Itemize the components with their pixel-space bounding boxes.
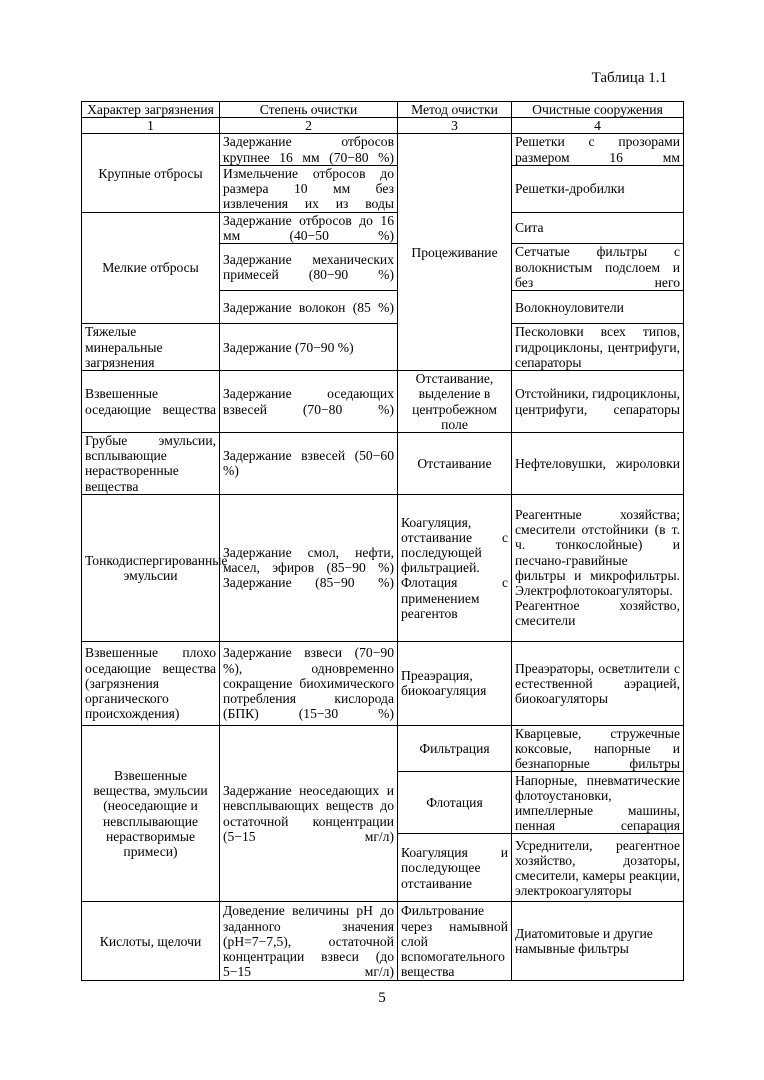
degree-cell: Задержание взвеси (70−90 %), одновременно сокращение биохимического потребления кислорода (БПК) (15−30 %) xyxy=(220,641,398,725)
degree-cell xyxy=(220,494,398,641)
pollution-cell: Тяжелые минеральные загрязнения xyxy=(82,324,220,371)
facility-text-c: Реагентное хозяйство, смесители xyxy=(515,598,680,629)
col-number-3: 3 xyxy=(398,118,512,134)
header-pollution-type: Характер загрязнения xyxy=(82,102,220,118)
header-treatment-degree: Степень очистки xyxy=(220,102,398,118)
degree-cell: Задержание волокон (85 %) xyxy=(220,291,398,324)
page-number: 5 xyxy=(378,990,386,1006)
facility-text-a: Реагентные хозяйства; смесители отстойники (в т. ч. тонкослойные) и песчано-гравийные фильтры и микрофильтры. xyxy=(515,507,680,583)
facility-cell: Преаэраторы, осветлители с естественной аэрацией, биокоагуляторы xyxy=(512,641,684,725)
degree-text-a: Задержание смол, нефти, масел, эфиров (85−90 %) xyxy=(223,545,394,576)
degree-cell: Доведение величины pH до заданного значения (pH=7−7,5), остаточной концентрации взвеси (до 5−15 мг/л) xyxy=(220,902,398,981)
wastewater-treatment-table xyxy=(81,101,684,981)
facility-cell: Решетки с прозорами размером 16 мм xyxy=(512,134,684,165)
table-row xyxy=(82,641,684,725)
table-row xyxy=(82,324,684,371)
method-cell: Фильтрование через намывной слой вспомогательного вещества xyxy=(398,902,512,981)
facility-cell: Сетчатые фильтры с волокнистым подслоем и без него xyxy=(512,244,684,291)
degree-cell: Задержание (70−90 %) xyxy=(220,324,398,371)
facility-text-b: Электрофлотокоагуляторы. xyxy=(515,583,673,599)
header-row xyxy=(82,102,684,118)
method-cell: Флотация xyxy=(398,772,512,834)
facility-cell: Решетки-дробилки xyxy=(512,165,684,212)
pollution-cell: Грубые эмульсии, всплывающие нерастворенные вещества xyxy=(82,433,220,495)
method-text-a: Коагуляция, отстаивание с последующей фильтрацией. xyxy=(401,514,508,576)
degree-cell: Измельчение отбросов до размера 10 мм без извлечения их из воды xyxy=(220,165,398,212)
pollution-cell: Тонкодиспергированные эмульсии xyxy=(82,494,220,641)
facility-cell: Диатомитовые и другие намывные фильтры xyxy=(512,902,684,981)
header-treatment-method: Метод очистки xyxy=(398,102,512,118)
pollution-cell: Взвешенные вещества, эмульсии (неоседающие и невсплывающие нерастворимые примеси) xyxy=(82,725,220,902)
method-cell: Коагуляция и последующее отстаивание xyxy=(398,834,512,902)
method-cell xyxy=(398,494,512,641)
table-caption: Таблица 1.1 xyxy=(591,70,667,86)
facility-cell: Сита xyxy=(512,212,684,243)
table-row xyxy=(82,134,684,165)
table-row xyxy=(82,433,684,495)
column-number-row xyxy=(82,118,684,134)
header-treatment-facilities: Очистные сооружения xyxy=(512,102,684,118)
degree-cell: Задержание отбросов до 16 мм (40−50 %) xyxy=(220,212,398,243)
facility-cell xyxy=(512,494,684,641)
col-number-2: 2 xyxy=(220,118,398,134)
pollution-cell: Взвешенные плохо оседающие вещества (загрязнения органического происхождения) xyxy=(82,641,220,725)
facility-cell: Напорные, пневматические флотоустановки, импеллерные машины, пенная сепарация xyxy=(512,772,684,834)
pollution-cell: Кислоты, щелочи xyxy=(82,902,220,981)
col-number-4: 4 xyxy=(512,118,684,134)
facility-cell: Песколовки всех типов, гидроциклоны, центрифуги, сепараторы xyxy=(512,324,684,371)
pollution-cell: Крупные отбросы xyxy=(82,134,220,212)
table-row xyxy=(82,371,684,433)
table-row xyxy=(82,212,684,243)
facility-cell: Волокноуловители xyxy=(512,291,684,324)
facility-cell: Отстойники, гидроциклоны, центрифуги, сепараторы xyxy=(512,371,684,433)
pollution-cell: Мелкие отбросы xyxy=(82,212,220,323)
degree-cell: Задержание неоседающих и невсплывающих веществ до остаточной концентрации (5−15 мг/л) xyxy=(220,725,398,902)
method-cell-straining: Процеживание xyxy=(398,134,512,371)
degree-cell: Задержание механических примесей (80−90 %) xyxy=(220,244,398,291)
facility-cell: Кварцевые, стружечные коксовые, напорные и безнапорные фильтры xyxy=(512,725,684,772)
degree-cell: Задержание взвесей (50−60 %) xyxy=(220,433,398,495)
method-text-b: Флотация с применением реагентов xyxy=(401,575,508,621)
table-row xyxy=(82,494,684,641)
table-row xyxy=(82,725,684,772)
method-cell: Фильтрация xyxy=(398,725,512,772)
degree-cell: Задержание оседающих взвесей (70−80 %) xyxy=(220,371,398,433)
table-row xyxy=(82,902,684,981)
degree-cell: Задержание отбросов крупнее 16 мм (70−80 %) xyxy=(220,134,398,165)
facility-cell: Усреднители, реагентное хозяйство, дозаторы, смесители, камеры реакции, электрокоагуляторы xyxy=(512,834,684,902)
degree-text-b: Задержание (85−90 %) xyxy=(223,575,394,591)
pollution-cell: Взвешенные оседающие вещества xyxy=(82,371,220,433)
method-cell: Преаэрация, биокоагуляция xyxy=(398,641,512,725)
method-cell: Отстаивание, выделение в центробежном поле xyxy=(398,371,512,433)
col-number-1: 1 xyxy=(82,118,220,134)
facility-cell: Нефтеловушки, жироловки xyxy=(512,433,684,495)
method-cell: Отстаивание xyxy=(398,433,512,495)
